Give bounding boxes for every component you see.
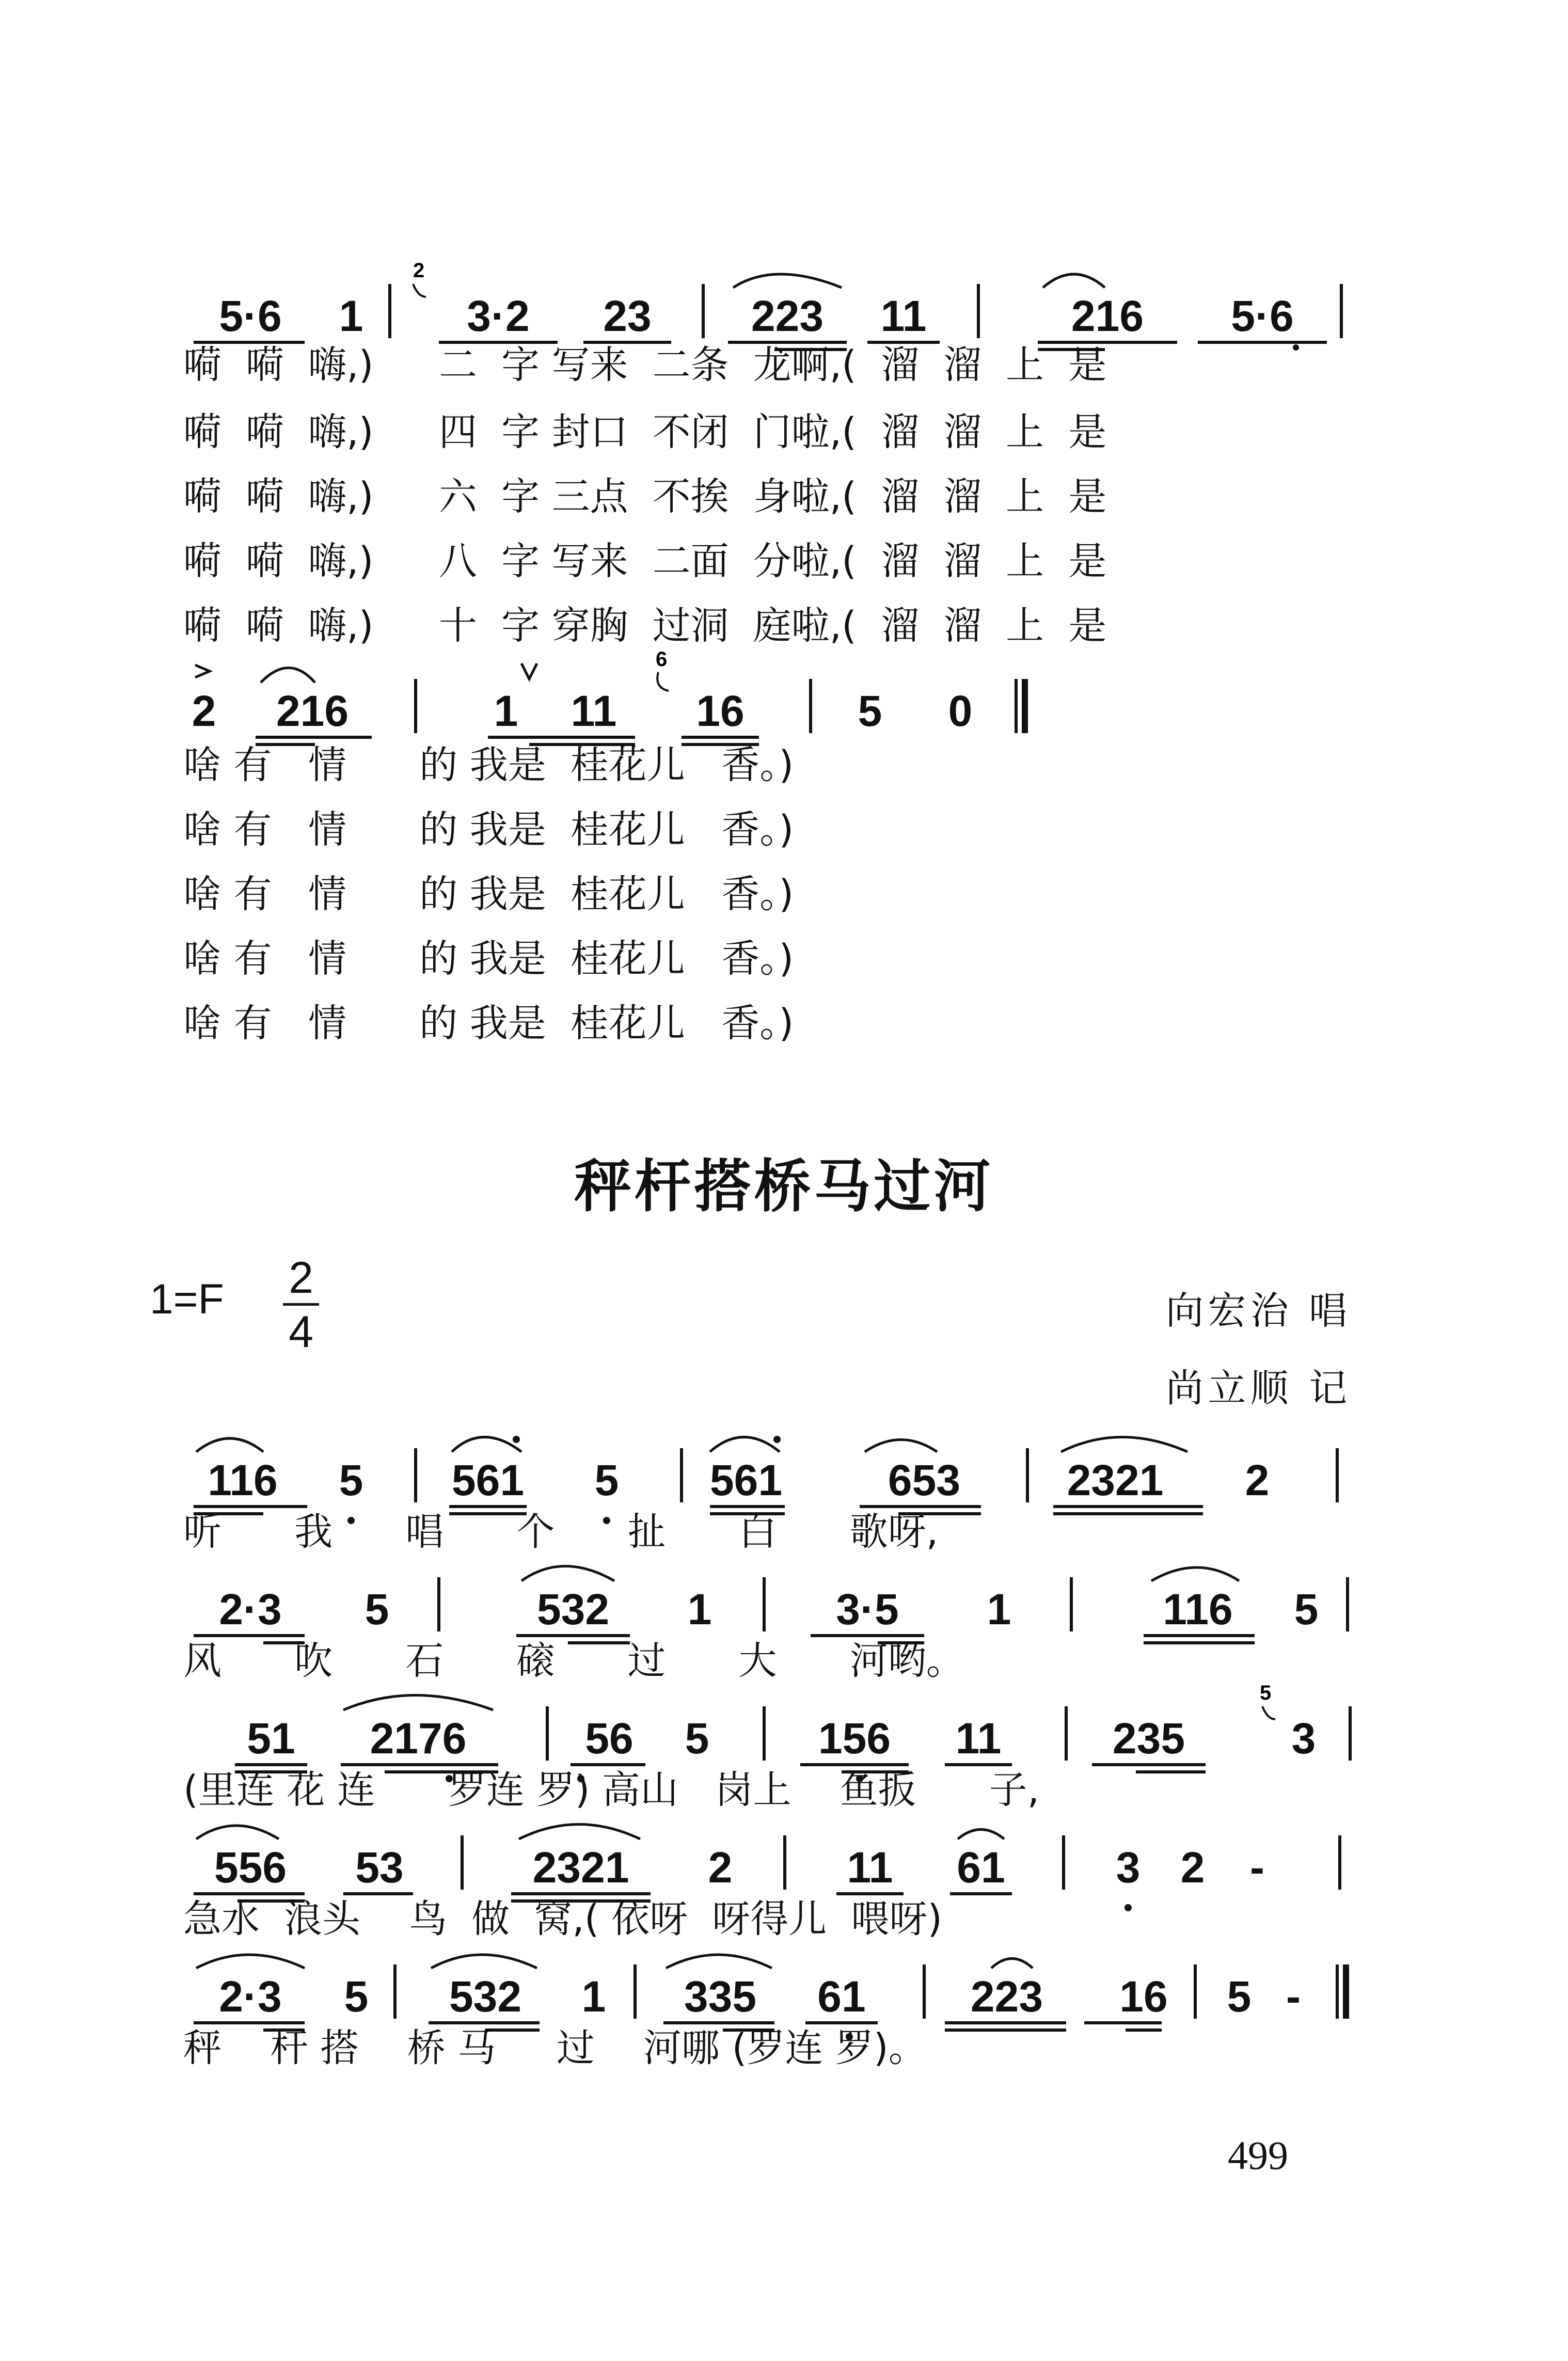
lyric-line (0, 1001, 1568, 1061)
note-group: 3 (1116, 1843, 1141, 1892)
note-group: 2321 (532, 1843, 629, 1892)
note-group: 2 (708, 1843, 733, 1892)
lyric-text: 风 吹 石 磙 过 大 河哟。 (183, 1639, 964, 1683)
note-group: 0 (948, 687, 973, 735)
time-signature (283, 1253, 319, 1357)
note-group: 2·3 (219, 1585, 282, 1634)
note-group: 2 (1245, 1456, 1270, 1504)
note-group: 2321 (1067, 1456, 1164, 1504)
lyric-text: 秤 杆 搭 桥 马 过 河哪 (罗连 罗)。 (183, 2026, 927, 2070)
note-group: 223 (970, 1972, 1043, 2021)
note-group: 2 (192, 687, 216, 735)
lyric-line (0, 872, 1568, 932)
note-group: - (1250, 1843, 1264, 1892)
note-group: 561 (451, 1456, 525, 1504)
lyric-text: 啥 有 情 的 我是 桂花儿 香。) (183, 743, 794, 787)
note-group: 2176 (370, 1714, 467, 1763)
lyric-lead: 嗬 嗬 嗨,) (183, 604, 374, 648)
lyric-text: 啥 有 情 的 我是 桂花儿 香。) (183, 807, 794, 852)
grace-note: 2 (413, 259, 425, 282)
meter-divider (283, 1303, 319, 1306)
lyric-text: 听 我 唱 个 扯 白 歌呀, (183, 1510, 939, 1554)
lyric-line (0, 743, 1568, 803)
note-group: 53 (355, 1843, 404, 1892)
song-lyric-line (0, 1897, 1568, 1957)
lyric-text: 啥 有 情 的 我是 桂花儿 香。) (183, 1001, 794, 1045)
lyric-text: 啥 有 情 的 我是 桂花儿 香。) (183, 937, 794, 981)
lyric-text: 八 字 写来 二面 分啦,( 溜 溜 上 是 (439, 539, 1107, 583)
note-group: 1 (339, 292, 363, 340)
note-group: 532 (449, 1972, 522, 2021)
note-group: 16 (1119, 1972, 1168, 2021)
recorder-credit: 尚立顺 记 (1165, 1366, 1351, 1411)
lyric-text: 啥 有 情 的 我是 桂花儿 香。) (183, 872, 794, 916)
note-group: 5·6 (1231, 292, 1294, 340)
note-group: 1 (494, 687, 518, 735)
note-group: 116 (208, 1456, 278, 1504)
note-group: 556 (214, 1843, 287, 1892)
note-group: 5 (685, 1714, 709, 1763)
grace-note: 6 (656, 648, 668, 671)
lyric-line (0, 410, 1568, 470)
lyric-text: 二 字 写来 二条 龙啊,( 溜 溜 上 是 (439, 343, 1107, 387)
note-group: 3 (1291, 1714, 1316, 1763)
note-group: 11 (880, 292, 927, 340)
song-title: 秤杆搭桥马过河 (574, 1153, 994, 1219)
note-group: 561 (709, 1456, 783, 1504)
note-group: 23 (603, 292, 652, 340)
lyric-line (0, 474, 1568, 534)
note-group: 51 (247, 1714, 295, 1763)
note-group: 5 (365, 1585, 389, 1634)
note-group: 216 (276, 687, 349, 735)
note-group: 11 (847, 1843, 893, 1892)
lyric-text: 十 字 穿胸 过洞 庭啦,( 溜 溜 上 是 (439, 604, 1107, 648)
meter-bottom: 4 (289, 1307, 313, 1357)
note-group: 61 (817, 1972, 866, 2021)
lyric-line (0, 343, 1568, 403)
lyric-line (0, 604, 1568, 663)
lyric-text: (里连 花 连 罗连 罗) 高山 岗上 鱼扳 子, (183, 1768, 1040, 1812)
note-group: 5 (858, 687, 882, 735)
note-group: 5 (1227, 1972, 1252, 2021)
note-group: 1 (687, 1585, 712, 1634)
note-group: 653 (888, 1456, 961, 1504)
singer-credit: 向宏治 唱 (1165, 1289, 1351, 1333)
note-group: 5·6 (219, 292, 282, 340)
note-group: 2·3 (219, 1972, 282, 2021)
lyric-line (0, 807, 1568, 867)
note-group: 16 (696, 687, 745, 735)
note-group: 5 (594, 1456, 619, 1504)
song-lyric-line (0, 1768, 1568, 1828)
note-group: 216 (1071, 292, 1144, 340)
note-group: 3·5 (836, 1585, 899, 1634)
note-group: 3·2 (467, 292, 530, 340)
note-group: 2 (1180, 1843, 1205, 1892)
note-group: 335 (684, 1972, 757, 2021)
grace-note: 5 (1260, 1682, 1272, 1704)
lyric-text: 四 字 封口 不闭 门啦,( 溜 溜 上 是 (439, 410, 1107, 454)
note-group: 56 (585, 1714, 633, 1763)
note-group: 1 (581, 1972, 606, 2021)
lyric-line (0, 539, 1568, 599)
lyric-text: 六 字 三点 不挨 身啦,( 溜 溜 上 是 (439, 474, 1107, 519)
note-group: 5 (344, 1972, 369, 2021)
note-group: 11 (955, 1714, 1002, 1763)
lyric-text: 急水 浪头 鸟 做 窝,( 依呀 呀得儿 喂呀) (183, 1897, 943, 1941)
song-lyric-line (0, 1510, 1568, 1570)
note-group: 61 (957, 1843, 1005, 1892)
lyric-line (0, 937, 1568, 996)
key-signature: 1=F (150, 1276, 224, 1323)
song-lyric-line (0, 2026, 1568, 2086)
page-number: 499 (1228, 2133, 1288, 2178)
lyric-lead: 嗬 嗬 嗨,) (183, 343, 374, 387)
note-group: - (1286, 1972, 1301, 2021)
note-group: 223 (751, 292, 824, 340)
note-group: 5 (339, 1456, 363, 1504)
note-group: 532 (536, 1585, 610, 1634)
meter-top: 2 (289, 1253, 313, 1303)
song-lyric-line (0, 1639, 1568, 1699)
lyric-lead: 嗬 嗬 嗨,) (183, 410, 374, 454)
lyric-lead: 嗬 嗬 嗨,) (183, 474, 374, 519)
note-group: 235 (1112, 1714, 1185, 1763)
note-group: 11 (571, 687, 617, 735)
note-group: 5 (1294, 1585, 1319, 1634)
lyric-lead: 嗬 嗬 嗨,) (183, 539, 374, 583)
note-group: 1 (987, 1585, 1011, 1634)
note-group: 116 (1163, 1585, 1233, 1634)
note-group: 156 (818, 1714, 891, 1763)
